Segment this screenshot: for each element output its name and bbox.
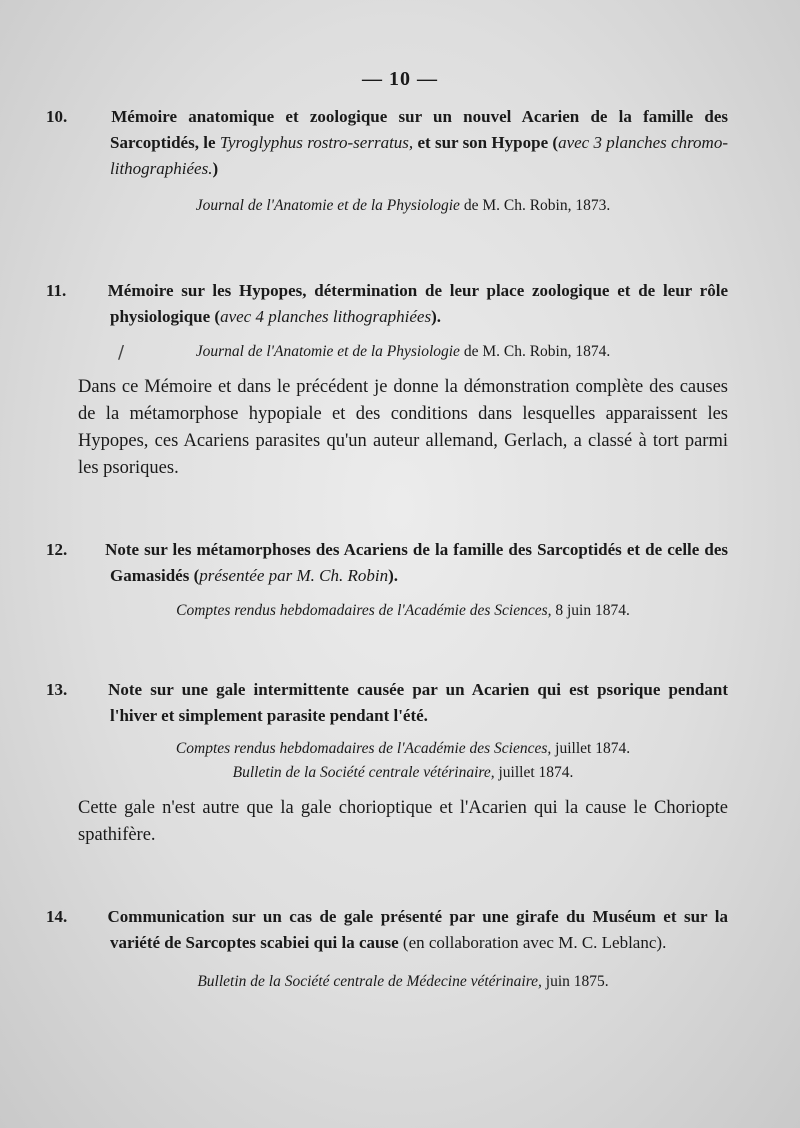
entry-number: 12. [46, 540, 68, 559]
entry-paragraph: Cette gale n'est autre que la gale chorioptique et l'Acarien qui la cause le Choriopte spathifère. [78, 798, 728, 845]
entry-14 [46, 904, 729, 994]
entry-source: Bulletin de la Société centrale de Médecine vétérinaire, juin 1875. [197, 973, 609, 990]
entry-11 [46, 278, 728, 482]
entry-number: 11. [46, 281, 67, 300]
entry-source: Journal de l'Anatomie et de la Physiologie de M. Ch. Robin, 1874. [195, 343, 611, 360]
entry-source: Journal de l'Anatomie et de la Physiologie de M. Ch. Robin, 1873. [195, 197, 611, 214]
entry-12 [46, 537, 729, 623]
entry-source: Comptes rendus hebdomadaires de l'Académie des Sciences, 8 juin 1874. [176, 602, 630, 619]
entry-number: 14. [46, 907, 68, 926]
entry-source: Comptes rendus hebdomadaires de l'Académie des Sciences, juillet 1874. [175, 740, 631, 757]
entry-title: 13. Note sur une gale intermittente causée par un Acarien qui est psorique pendant l'hiver et simplement parasite pendant l'été. [78, 677, 728, 729]
entry-title: 12. Note sur les métamorphoses des Acariens de la famille des Sarcoptidés et de celle des Gamasidés (présentée par M. Ch. Robin). [78, 537, 728, 589]
entry-title: 10. Mémoire anatomique et zoologique sur un nouvel Acarien de la famille des Sarcoptidés, le Tyroglyphus rostro-serratus, et sur son Hypope (avec 3 planches chromo-lithographiées.) [78, 104, 728, 182]
pencil-mark-icon: / [118, 342, 125, 363]
entry-source-secondary: Bulletin de la Société centrale vétérinaire, juillet 1874. [232, 764, 574, 781]
entry-paragraph: Dans ce Mémoire et dans le précédent je donne la démonstration complète des causes de la métamorphose hypopiale et des conditions dans lesquelles apparaissent les Hypopes, ces Acariens parasites qu'un auteur allemand, Gerlach, a classé à tort parmi les psoriques. [78, 377, 728, 478]
entry-number: 13. [46, 680, 68, 699]
entry-title: 14. Communication sur un cas de gale présenté par une girafe du Muséum et sur la variété de Sarcoptes scabiei qui la cause (en collaboration avec M. C. Leblanc). [78, 904, 728, 956]
entry-10 [46, 104, 729, 218]
entry-number: 10. [46, 107, 68, 126]
entry-title: 11. Mémoire sur les Hypopes, détermination de leur place zoologique et de leur rôle physiologique (avec 4 planches lithographiées). [78, 278, 728, 330]
entry-13 [46, 677, 728, 849]
page-number: — 10 — [362, 68, 438, 90]
